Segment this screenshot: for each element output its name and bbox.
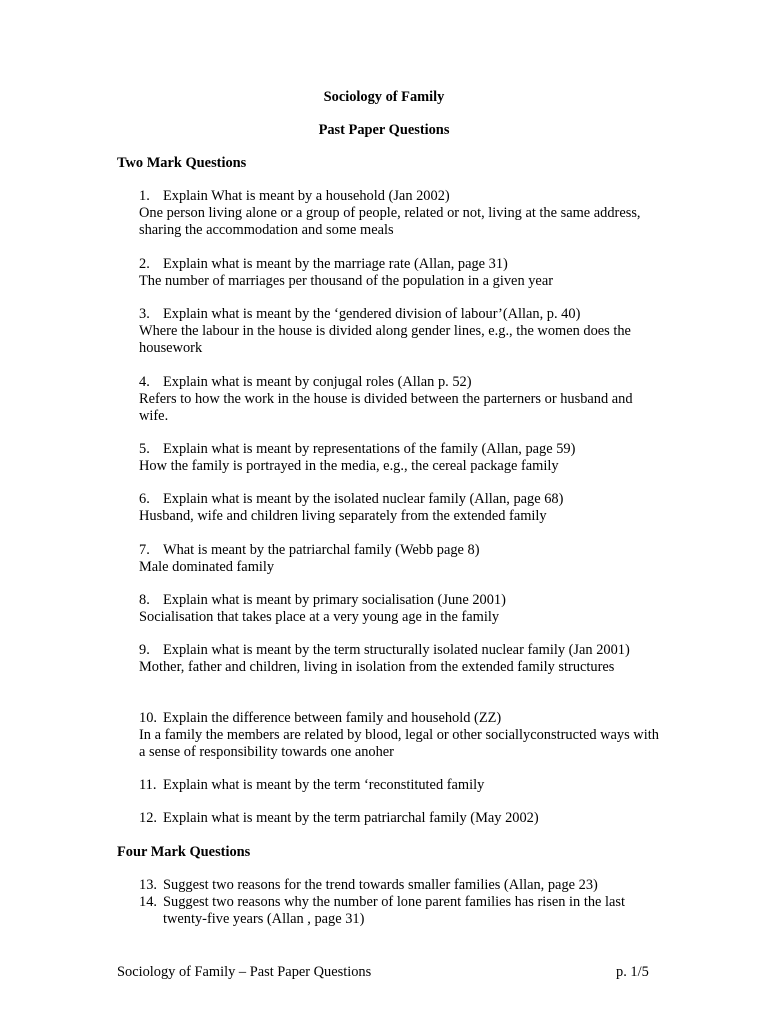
question-number: 6.: [139, 491, 150, 507]
answer-text: How the family is portrayed in the media, e.g., the cereal package family: [139, 458, 559, 474]
question-item: [139, 592, 659, 626]
question-text: Explain What is meant by a household (Jan 2002): [163, 188, 450, 204]
question-line: [139, 441, 659, 458]
question-item: [139, 877, 659, 894]
answer-text: Male dominated family: [139, 559, 275, 575]
answer-text: Mother, father and children, living in isolation from the extended family structures: [139, 659, 615, 675]
page-number: p. 1/5: [616, 964, 649, 980]
answer-text: In a family the members are related by blood, legal or other sociallyconstructed ways with a sense of responsibility towards one anoher: [139, 727, 659, 760]
question-number: 1.: [139, 188, 150, 204]
question-line: [139, 877, 659, 894]
answer-text: Where the labour in the house is divided along gender lines, e.g., the women does the housework: [139, 323, 631, 356]
question-item: [139, 810, 659, 827]
question-item: [139, 306, 659, 357]
question-text: Explain what is meant by the marriage rate (Allan, page 31): [163, 256, 508, 272]
question-line: [139, 810, 659, 827]
question-text: What is meant by the patriarchal family (Webb page 8): [163, 542, 480, 558]
question-line: [139, 710, 659, 727]
question-number: 3.: [139, 306, 150, 322]
question-line: [139, 188, 659, 205]
question-number: 2.: [139, 256, 150, 272]
question-line: [139, 642, 659, 659]
question-number: 13.: [139, 877, 157, 893]
document-title: Sociology of Family: [323, 89, 445, 105]
question-line: [139, 256, 659, 273]
question-line: [139, 777, 659, 794]
question-number: 8.: [139, 592, 150, 608]
question-line: [139, 491, 659, 508]
question-item: [139, 642, 659, 676]
question-text: Explain the difference between family and household (ZZ): [163, 710, 502, 726]
question-item: [139, 542, 659, 576]
question-line: [139, 542, 659, 559]
question-line: [139, 374, 659, 391]
question-text: Explain what is meant by representations of the family (Allan, page 59): [163, 441, 576, 457]
question-text: Explain what is meant by conjugal roles (Allan p. 52): [163, 374, 472, 390]
answer-text: One person living alone or a group of people, related or not, living at the same address, sharing the accommodation and some meals: [139, 205, 641, 238]
question-number: 10.: [139, 710, 157, 726]
question-number: 4.: [139, 374, 150, 390]
question-item: [139, 777, 659, 794]
question-text: Explain what is meant by primary socialisation (June 2001): [163, 592, 506, 608]
question-text: Explain what is meant by the term patriarchal family (May 2002): [163, 810, 539, 826]
answer-text: Socialisation that takes place at a very young age in the family: [139, 609, 500, 625]
question-item: [139, 256, 659, 290]
question-text: Explain what is meant by the term structurally isolated nuclear family (Jan 2001): [163, 642, 630, 658]
answer-text: Husband, wife and children living separately from the extended family: [139, 508, 547, 524]
question-item: [139, 188, 659, 239]
question-number: 12.: [139, 810, 157, 826]
answer-text: The number of marriages per thousand of the population in a given year: [139, 273, 553, 289]
answer-text: Refers to how the work in the house is divided between the parterners or husband and wife.: [139, 391, 633, 424]
question-text: Suggest two reasons for the trend towards smaller families (Allan, page 23): [163, 877, 598, 893]
question-item: [139, 374, 659, 425]
question-number: 9.: [139, 642, 150, 658]
question-number: 14.: [139, 894, 157, 910]
question-item: [139, 710, 659, 761]
question-text: Explain what is meant by the term ‘reconstituted family: [163, 777, 485, 793]
question-line: [139, 306, 659, 323]
question-line: [139, 592, 659, 609]
question-item: [139, 441, 659, 475]
question-text: Explain what is meant by the isolated nuclear family (Allan, page 68): [163, 491, 564, 507]
document-subtitle: Past Paper Questions: [318, 122, 450, 138]
question-text: Suggest two reasons why the number of lone parent families has risen in the last twenty-five years (Allan , page 31): [163, 894, 625, 927]
section-heading-four-mark: Four Mark Questions: [117, 844, 251, 860]
page-footer-title: Sociology of Family – Past Paper Questions: [117, 964, 372, 980]
question-number: 11.: [139, 777, 157, 793]
question-line: [139, 894, 659, 928]
question-number: 7.: [139, 542, 150, 558]
section-heading-two-mark: Two Mark Questions: [117, 155, 247, 171]
question-number: 5.: [139, 441, 150, 457]
question-text: Explain what is meant by the ‘gendered division of labour’(Allan, p. 40): [163, 306, 581, 322]
question-item: [139, 491, 659, 525]
question-item: [139, 894, 659, 928]
